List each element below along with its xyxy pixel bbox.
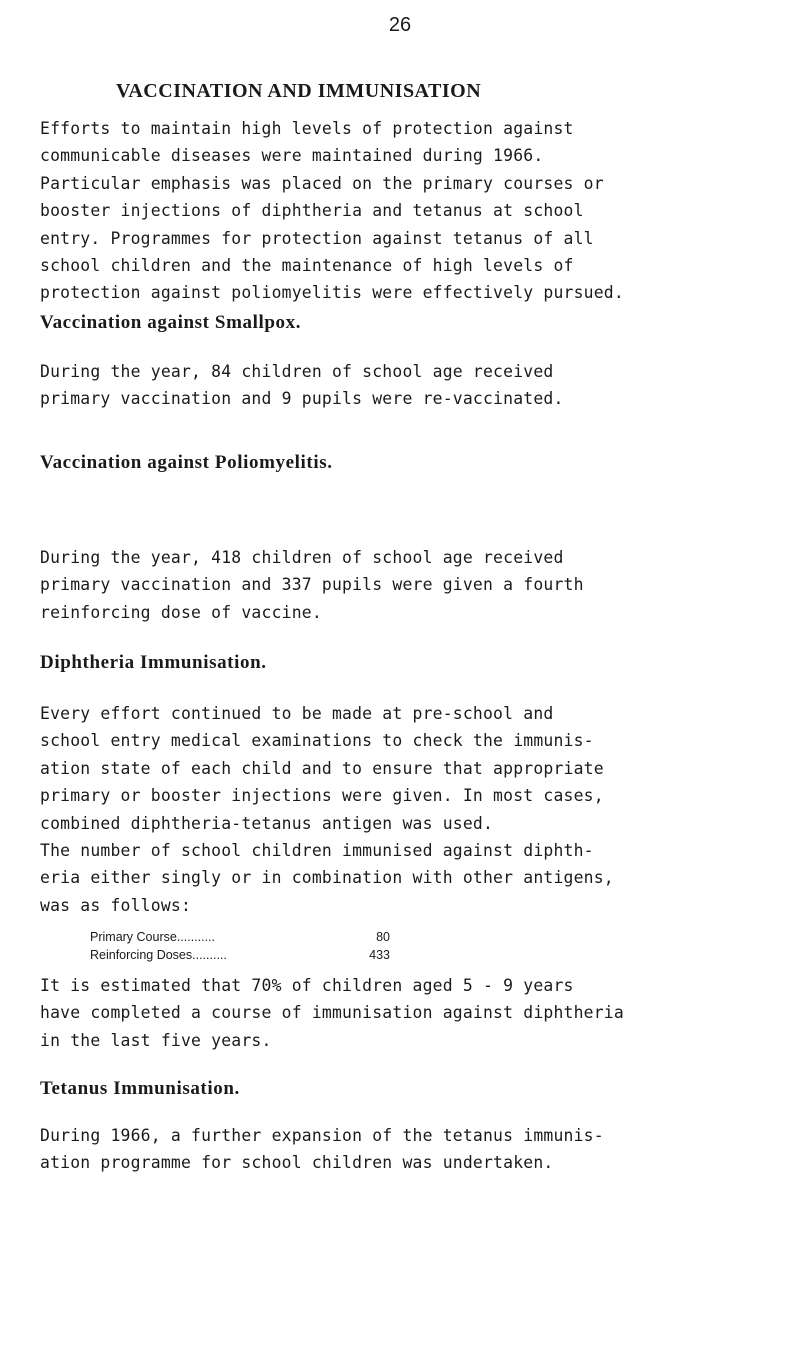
- paragraph-smallpox: During the year, 84 children of school age received primary vaccination and 9 pupils were re-vaccinated.: [40, 362, 564, 409]
- figure-value: 433: [369, 948, 390, 962]
- intro-paragraph: Efforts to maintain high levels of protection against communicable diseases were maintained during 1966. Particular emphasis was placed on the primary courses or booster injections of diphtheria and tetanus at school entry. Programmes for protection against tetanus of all school children and the maintenance of high levels of protection against poliomyelitis were effectively pursued.: [40, 119, 624, 303]
- figure-row-reinforcing-doses: [90, 946, 390, 964]
- heading-tetanus: Tetanus Immunisation.: [40, 1078, 240, 1099]
- page-number: 26: [388, 14, 412, 36]
- figure-label: Primary Course...........: [90, 930, 216, 944]
- heading-diphtheria: Diphtheria Immunisation.: [40, 652, 267, 673]
- paragraph-diphtheria: Every effort continued to be made at pre-school and school entry medical examinations to check the immunis- ation state of each child and to ensure that appropriate primary or booster injections were given. In most cases, combined diphtheria-tetanus antigen was used. The number of school children immunised against diphth- eria either singly or in combination with other antigens, was as follows:: [40, 704, 614, 915]
- immunisation-figures: [90, 928, 390, 964]
- figure-value: 80: [376, 930, 390, 944]
- paragraph-tetanus: During 1966, a further expansion of the tetanus immunis- ation programme for school children was undertaken.: [40, 1126, 604, 1173]
- figure-row-primary-course: [90, 928, 390, 946]
- paragraph-poliomyelitis: During the year, 418 children of school age received primary vaccination and 337 pupils were given a fourth reinforcing dose of vaccine.: [40, 548, 584, 622]
- heading-poliomyelitis: Vaccination against Poliomyelitis.: [40, 452, 333, 473]
- paragraph-diphtheria-estimate: It is estimated that 70% of children aged 5 - 9 years have completed a course of immunisation against diphtheria in the last five years.: [40, 976, 624, 1050]
- page-title: VACCINATION AND IMMUNISATION: [116, 80, 482, 102]
- figure-label: Reinforcing Doses..........: [90, 948, 227, 962]
- heading-smallpox: Vaccination against Smallpox.: [40, 312, 302, 333]
